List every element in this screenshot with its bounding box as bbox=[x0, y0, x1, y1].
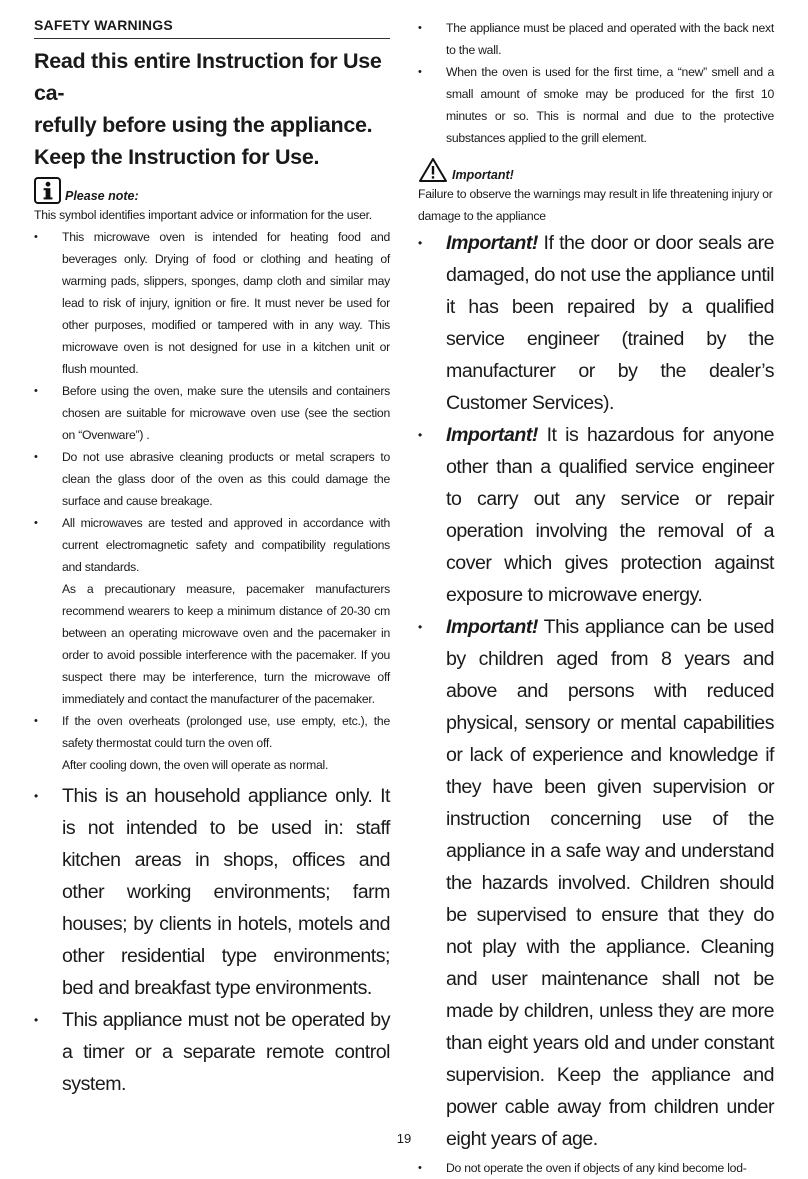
important-lead: Important! bbox=[446, 616, 538, 638]
headline-line: Read this entire Instruction for Use ca- bbox=[34, 49, 382, 105]
warning-icon bbox=[418, 157, 448, 183]
page-number: 19 bbox=[396, 1131, 412, 1146]
left-column bbox=[34, 16, 390, 1100]
headline-line: Keep the Instruction for Use. bbox=[34, 145, 320, 169]
right-column bbox=[418, 17, 774, 1179]
list-item: • Before using the oven, make sure the utensils and containers chosen are suitable for microwave oven use (see the section on “Ovenware”) . bbox=[34, 380, 390, 446]
list-item: • Important! If the door or door seals are damaged, do not use the appliance until it has been repaired by a qualified service engineer (trained by the manufacturer or by the dealer’s Customer Services). bbox=[418, 227, 774, 419]
list-item: • Do not operate the oven if objects of any kind become lod- bbox=[418, 1157, 774, 1179]
large-bullet-list bbox=[418, 227, 774, 1155]
list-item: • The appliance must be placed and operated with the back next to the wall. bbox=[418, 17, 774, 61]
list-item: • This microwave oven is intended for heating food and beverages only. Drying of food or clothing and heating of warming pads, slippers, sponges, damp cloth and similar may lead to risk of injury, ignition or fire. It must never be used for other purposes, modified or tampered with in any way. This microwave oven is not designed for use in a kitchen unit or flush mounted. bbox=[34, 226, 390, 380]
small-bullet-list bbox=[418, 17, 774, 149]
small-bullet-list bbox=[34, 226, 390, 776]
note-heading bbox=[34, 177, 390, 204]
important-text: Failure to observe the warnings may result in life threatening injury or damage to the appliance bbox=[418, 187, 773, 223]
headline bbox=[34, 45, 390, 173]
small-bullet-list bbox=[418, 1157, 774, 1179]
important-lead: Important! bbox=[446, 232, 538, 254]
list-item: • If the oven overheats (prolonged use, use empty, etc.), the safety thermostat could turn the oven off. After cooling down, the oven will operate as normal. bbox=[34, 710, 390, 776]
important-lead: Important! bbox=[446, 424, 538, 446]
list-item: • All microwaves are tested and approved in accordance with current electromagnetic safety and compatibility regulations and standards. As a precautionary measure, pacemaker manufacturers recommend wearers to keep a minimum distance of 20-30 cm between an operating microwave oven and the pacemaker in order to avoid possible interference with the pacemaker. If you suspect there may be interference, turn the microwave off immediately and contact the manufacturer of the pacemaker. bbox=[34, 512, 390, 710]
large-bullet-list bbox=[34, 780, 390, 1100]
important-label: Important! bbox=[452, 168, 514, 182]
important-heading bbox=[418, 157, 774, 183]
note-label: Please note: bbox=[65, 189, 139, 203]
list-item: • Important! This appliance can be used by children aged from 8 years and above and persons with reduced physical, sensory or mental capabilities or lack of experience and knowledge if they have been given supervision or instruction concerning use of the appliance in a safe way and understand the hazards involved. Children should be supervised to ensure that they do not play with the appliance. Cleaning and user maintenance shall not be made by children, unless they are more than eight years old and under constant supervision. Keep the appliance and power cable away from children under eight years of age. bbox=[418, 611, 774, 1155]
headline-line: refully before using the appliance. bbox=[34, 113, 373, 137]
info-icon bbox=[34, 177, 61, 204]
list-item: • This appliance must not be operated by a timer or a separate remote control system. bbox=[34, 1004, 390, 1100]
list-item: • Do not use abrasive cleaning products or metal scrapers to clean the glass door of the oven as this could damage the surface and cause breakage. bbox=[34, 446, 390, 512]
list-item: • When the oven is used for the first time, a “new” smell and a small amount of smoke may be produced for the first 10 minutes or so. This is normal and due to the protective substances applied to the grill element. bbox=[418, 61, 774, 149]
note-text: This symbol identifies important advice or information for the user. bbox=[34, 208, 372, 222]
list-item: • This is an household appliance only. It is not intended to be used in: staff kitchen areas in shops, offices and other working environments; farm houses; by clients in hotels, motels and other residential type environments; bed and breakfast type environments. bbox=[34, 780, 390, 1004]
list-item: • Important! It is hazardous for anyone other than a qualified service engineer to carry out any service or repair operation involving the removal of a cover which gives protection against exposure to microwave energy. bbox=[418, 419, 774, 611]
section-title: SAFETY WARNINGS bbox=[34, 16, 390, 39]
